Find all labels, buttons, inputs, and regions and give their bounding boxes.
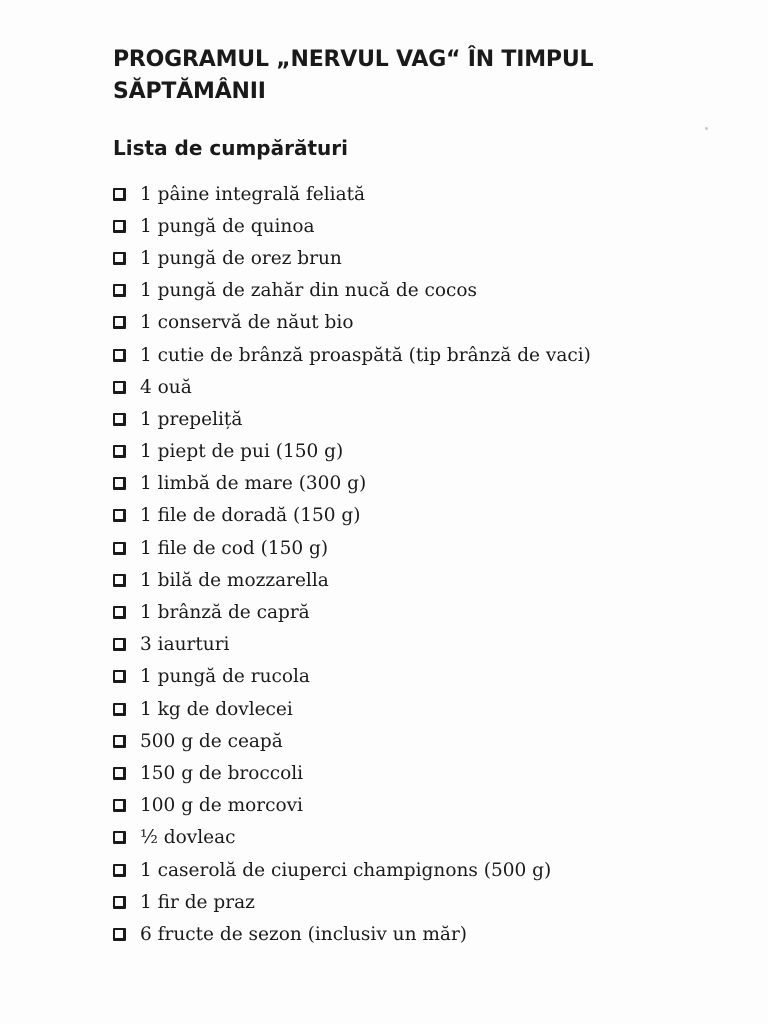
paper-speck xyxy=(705,127,708,130)
checkbox-icon xyxy=(113,638,126,651)
list-item xyxy=(113,757,591,789)
list-item-label: 1 bilă de mozzarella xyxy=(140,569,329,591)
checkbox-icon xyxy=(113,928,126,941)
list-item-label: 1 prepeliță xyxy=(140,408,243,430)
list-item-label: 1 pâine integrală feliată xyxy=(140,183,366,205)
shopping-list xyxy=(113,178,591,951)
list-item-label: 1 file de doradă (150 g) xyxy=(140,505,361,527)
list-item xyxy=(113,596,591,628)
list-item xyxy=(113,307,591,339)
checkbox-icon xyxy=(113,188,126,201)
list-item xyxy=(113,468,591,500)
list-item xyxy=(113,564,591,596)
checkbox-icon xyxy=(113,220,126,233)
list-item xyxy=(113,661,591,693)
checkbox-icon xyxy=(113,252,126,265)
checkbox-icon xyxy=(113,477,126,490)
list-item-label: 6 fructe de sezon (inclusiv un măr) xyxy=(140,923,468,945)
list-item-label: 1 fir de praz xyxy=(140,891,255,913)
list-item-label: 1 pungă de rucola xyxy=(140,666,310,688)
list-item xyxy=(113,275,591,307)
list-item xyxy=(113,918,591,950)
list-item xyxy=(113,178,591,210)
list-item-label: 150 g de broccoli xyxy=(140,762,304,784)
checkbox-icon xyxy=(113,381,126,394)
list-item-label: 500 g de ceapă xyxy=(140,730,283,752)
checkbox-icon xyxy=(113,767,126,780)
list-item xyxy=(113,693,591,725)
list-item-label: 4 ouă xyxy=(140,376,192,398)
checkbox-icon xyxy=(113,542,126,555)
list-item xyxy=(113,500,591,532)
list-item xyxy=(113,436,591,468)
checkbox-icon xyxy=(113,413,126,426)
list-item xyxy=(113,886,591,918)
checkbox-icon xyxy=(113,316,126,329)
list-item xyxy=(113,371,591,403)
list-item xyxy=(113,725,591,757)
checkbox-icon xyxy=(113,670,126,683)
list-item-label: 1 brânză de capră xyxy=(140,602,310,624)
checkbox-icon xyxy=(113,896,126,909)
checkbox-icon xyxy=(113,349,126,362)
checkbox-icon xyxy=(113,509,126,522)
list-item-label: 1 conservă de năut bio xyxy=(140,312,354,334)
list-item-label: 1 piept de pui (150 g) xyxy=(140,441,344,463)
checkbox-icon xyxy=(113,445,126,458)
checkbox-icon xyxy=(113,703,126,716)
list-item xyxy=(113,822,591,854)
checkbox-icon xyxy=(113,606,126,619)
list-item xyxy=(113,242,591,274)
checkbox-icon xyxy=(113,799,126,812)
list-item-label: 1 kg de dovlecei xyxy=(140,698,293,720)
list-item-label: 100 g de morcovi xyxy=(140,795,303,817)
list-item xyxy=(113,532,591,564)
list-item-label: 3 iaurturi xyxy=(140,634,230,656)
list-item xyxy=(113,210,591,242)
list-item xyxy=(113,629,591,661)
list-item-label: 1 cutie de brânză proaspătă (tip brânză de vaci) xyxy=(140,344,591,366)
list-item-label: 1 caserolă de ciuperci champignons (500 g) xyxy=(140,859,552,881)
list-item xyxy=(113,854,591,886)
checkbox-icon xyxy=(113,284,126,297)
list-item xyxy=(113,339,591,371)
checkbox-icon xyxy=(113,831,126,844)
page-title: PROGRAMUL „NERVUL VAG“ ÎN TIMPUL SĂPTĂMÂNII xyxy=(113,47,594,104)
list-item-label: ½ dovleac xyxy=(140,827,236,849)
list-item-label: 1 pungă de quinoa xyxy=(140,215,315,237)
list-item xyxy=(113,790,591,822)
list-item-label: 1 file de cod (150 g) xyxy=(140,537,329,559)
checkbox-icon xyxy=(113,864,126,877)
list-item-label: 1 pungă de zahăr din nucă de cocos xyxy=(140,280,478,302)
section-heading: Lista de cumpărături xyxy=(113,136,348,160)
checkbox-icon xyxy=(113,735,126,748)
list-item-label: 1 pungă de orez brun xyxy=(140,247,342,269)
list-item xyxy=(113,403,591,435)
checkbox-icon xyxy=(113,574,126,587)
list-item-label: 1 limbă de mare (300 g) xyxy=(140,473,367,495)
